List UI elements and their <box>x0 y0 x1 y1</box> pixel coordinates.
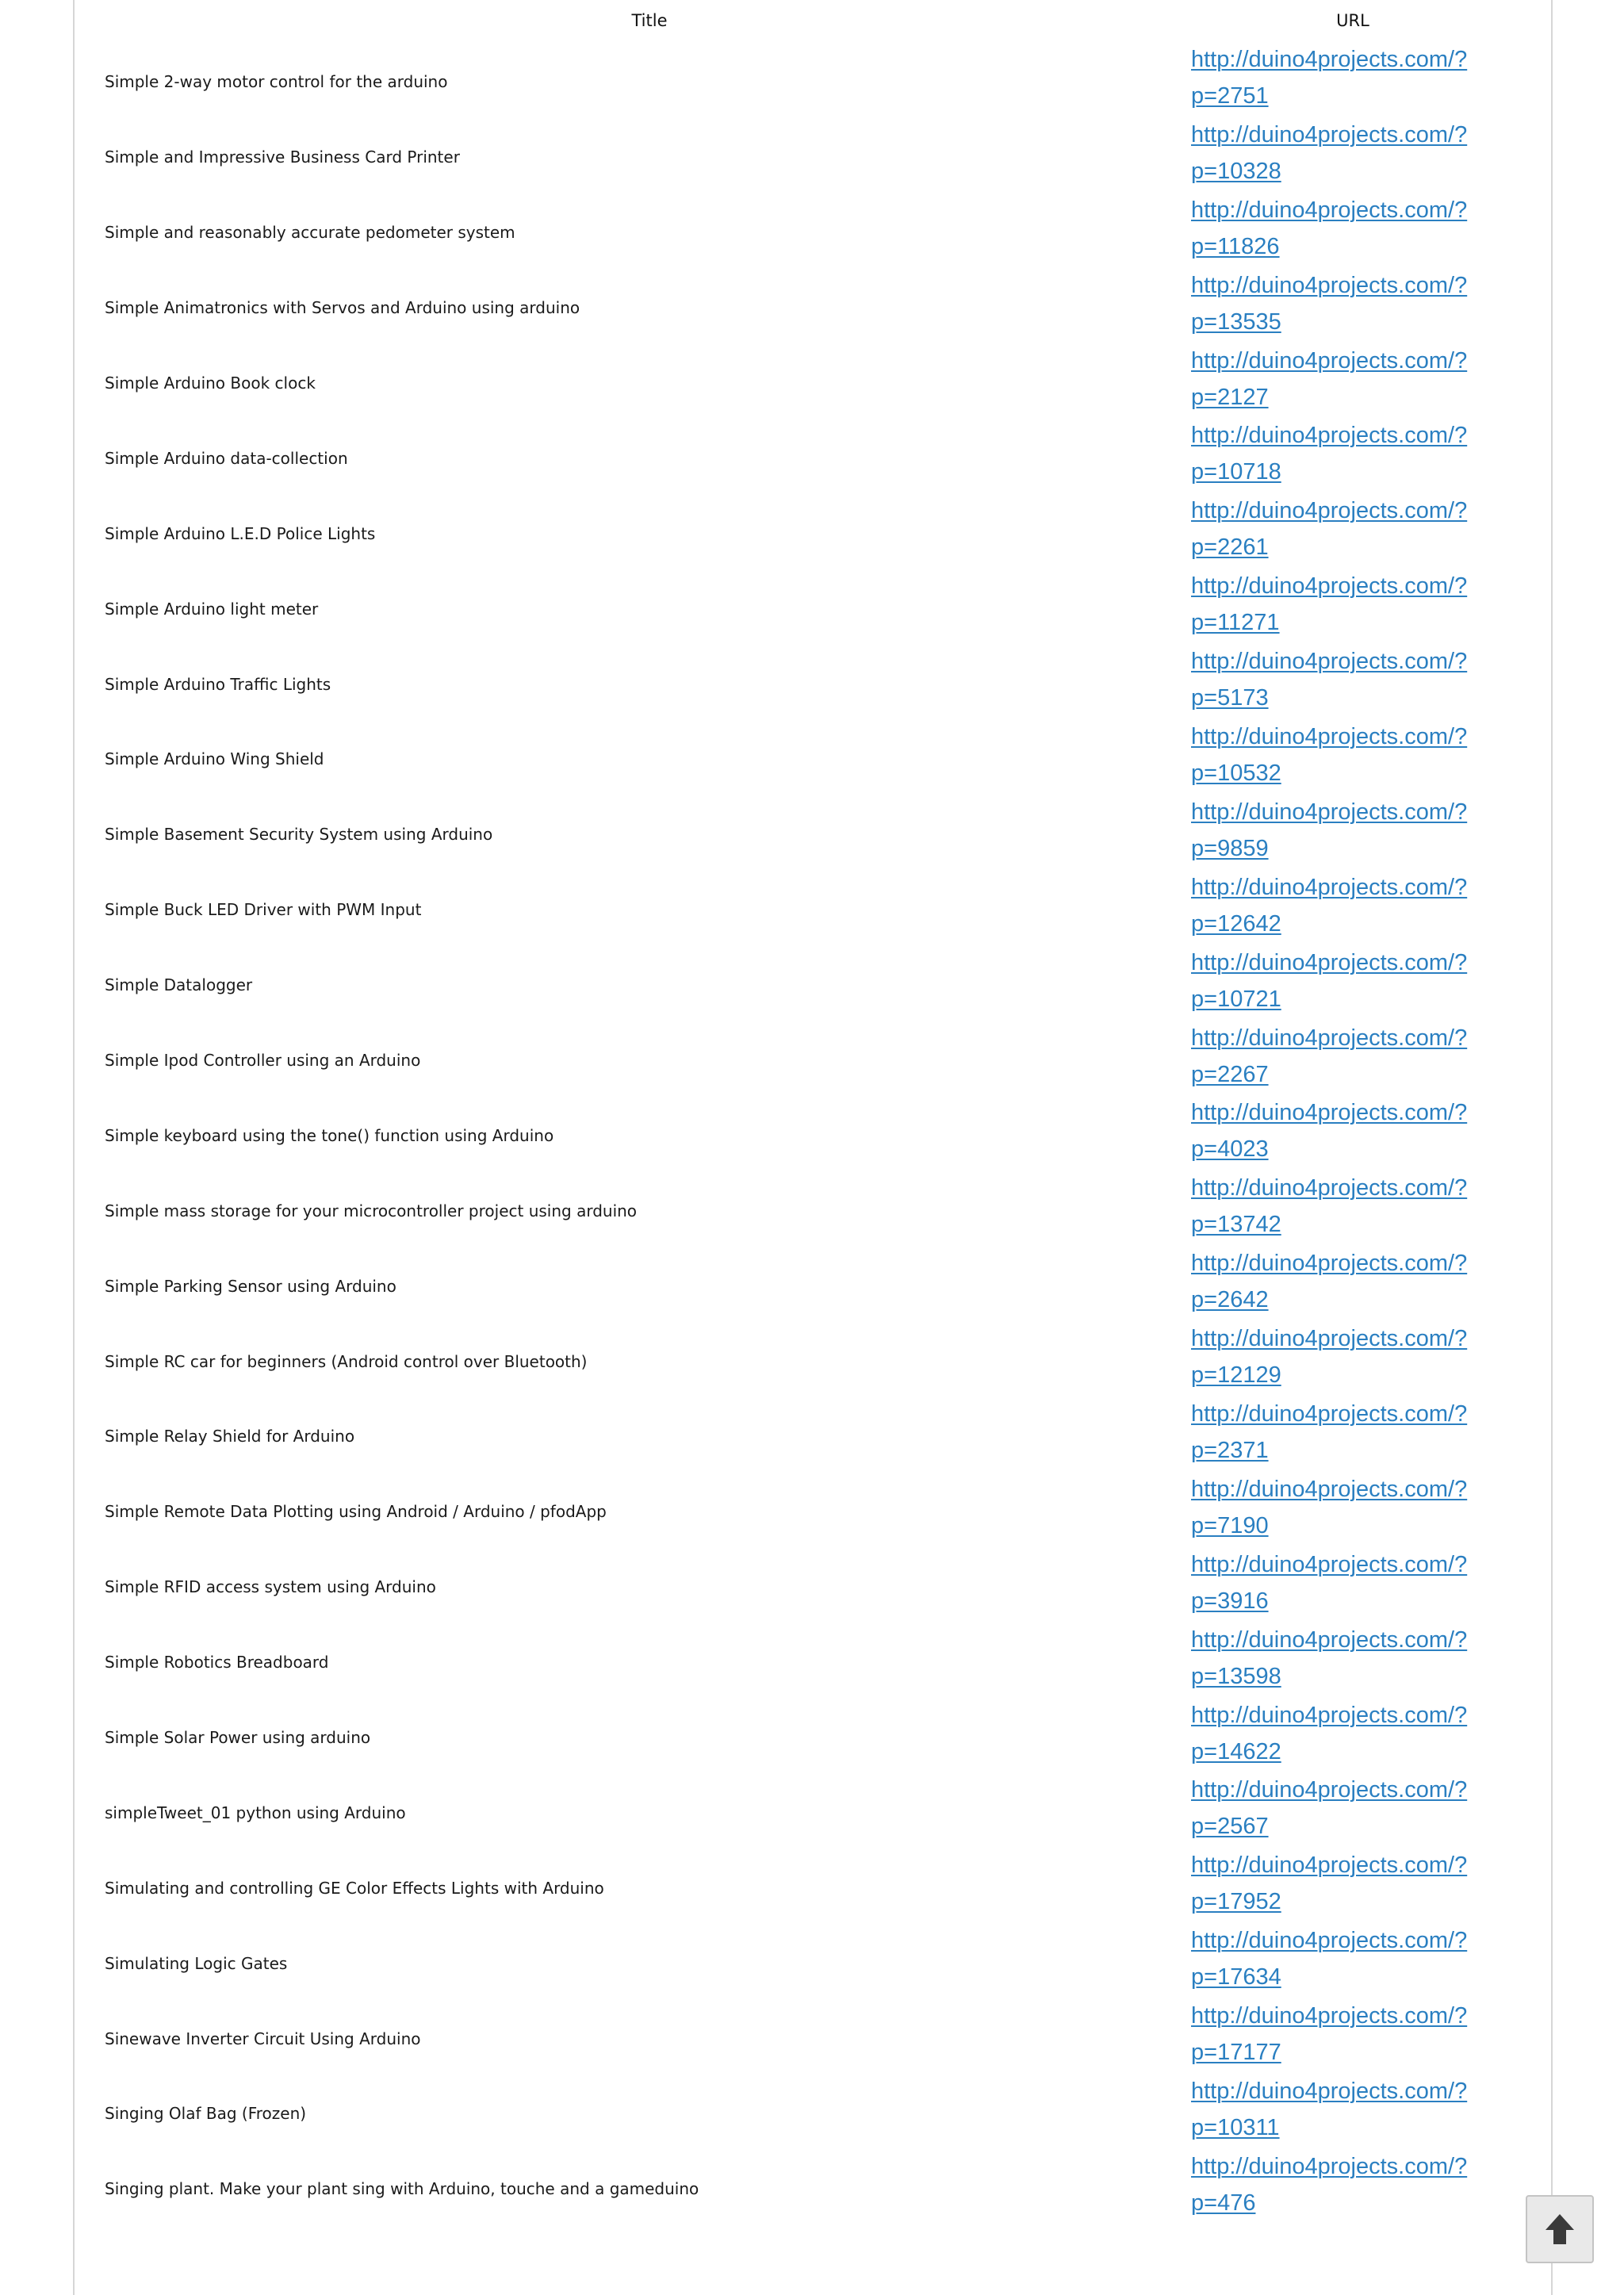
project-url-link[interactable] <box>1191 2073 1540 2146</box>
url-line: http://duino4projects.com/? <box>1191 1251 1468 1277</box>
project-url-link[interactable] <box>1191 1320 1540 1393</box>
project-title: Singing plant. Make your plant sing with Arduino, touche and a gameduino <box>105 2179 699 2199</box>
url-line: p=13535 <box>1191 308 1281 335</box>
arrow-up-icon <box>1544 2213 1576 2246</box>
project-title: Simple Basement Security System using Arduino <box>105 825 493 845</box>
url-line: p=10328 <box>1191 158 1281 184</box>
project-url-link[interactable] <box>1191 2148 1540 2221</box>
table-row <box>75 1700 1551 1776</box>
project-title: Simple Datalogger <box>105 975 253 995</box>
project-title: Simple and reasonably accurate pedometer system <box>105 223 515 243</box>
project-url-link[interactable] <box>1191 117 1540 190</box>
table-row <box>75 195 1551 270</box>
url-line: p=5173 <box>1191 685 1269 711</box>
url-line: http://duino4projects.com/? <box>1191 1702 1468 1728</box>
project-url-link[interactable] <box>1191 1697 1540 1770</box>
table-row <box>75 948 1551 1023</box>
url-line: p=3916 <box>1191 1588 1269 1614</box>
project-url-link[interactable] <box>1191 1772 1540 1845</box>
project-url-link[interactable] <box>1191 718 1540 791</box>
url-line: http://duino4projects.com/? <box>1191 1100 1468 1126</box>
url-line: p=2371 <box>1191 1438 1269 1464</box>
table-row <box>75 346 1551 421</box>
project-url-link[interactable] <box>1191 1847 1540 1920</box>
project-url-link[interactable] <box>1191 1998 1540 2071</box>
table-row <box>75 722 1551 797</box>
table-row <box>75 1850 1551 1925</box>
table-row <box>75 646 1551 722</box>
url-line: p=11826 <box>1191 233 1280 259</box>
table-row <box>75 1173 1551 1248</box>
url-line: http://duino4projects.com/? <box>1191 272 1468 298</box>
url-line: p=2642 <box>1191 1287 1269 1313</box>
project-title: Simple mass storage for your microcontroller project using arduino <box>105 1201 638 1220</box>
project-title: Simple Arduino Book clock <box>105 374 316 393</box>
url-line: p=2567 <box>1191 1814 1269 1840</box>
project-title: Sinewave Inverter Circuit Using Arduino <box>105 2029 421 2048</box>
url-line: http://duino4projects.com/? <box>1191 1626 1468 1653</box>
url-line: p=10721 <box>1191 986 1281 1012</box>
table-row <box>75 797 1551 872</box>
url-line: http://duino4projects.com/? <box>1191 1551 1468 1577</box>
url-line: p=2127 <box>1191 384 1269 410</box>
project-title: Simple Buck LED Driver with PWM Input <box>105 900 422 920</box>
url-line: p=14622 <box>1191 1738 1281 1764</box>
url-line: p=13742 <box>1191 1212 1281 1238</box>
url-line: p=9859 <box>1191 835 1269 861</box>
table-row <box>75 496 1551 571</box>
project-url-link[interactable] <box>1191 1396 1540 1469</box>
table-row <box>75 2151 1551 2227</box>
project-url-link[interactable] <box>1191 1094 1540 1167</box>
url-line: http://duino4projects.com/? <box>1191 1476 1468 1502</box>
table-row <box>75 1098 1551 1173</box>
url-line: http://duino4projects.com/? <box>1191 197 1468 223</box>
project-title: Simulating and controlling GE Color Effects Lights with Arduino <box>105 1878 604 1898</box>
table-row <box>75 1324 1551 1399</box>
url-line: http://duino4projects.com/? <box>1191 1326 1468 1352</box>
url-line: http://duino4projects.com/? <box>1191 874 1468 900</box>
url-line: http://duino4projects.com/? <box>1191 649 1468 675</box>
url-line: http://duino4projects.com/? <box>1191 573 1468 600</box>
project-url-link[interactable] <box>1191 417 1540 490</box>
url-line: p=17634 <box>1191 1964 1281 1990</box>
project-url-link[interactable] <box>1191 492 1540 565</box>
url-line: p=2751 <box>1191 83 1269 109</box>
table-row <box>75 44 1551 120</box>
url-line: p=12129 <box>1191 1362 1281 1389</box>
url-line: http://duino4projects.com/? <box>1191 1175 1468 1201</box>
project-title: Simple Parking Sensor using Arduino <box>105 1276 396 1296</box>
url-line: http://duino4projects.com/? <box>1191 2003 1468 2029</box>
table-row <box>75 270 1551 346</box>
back-to-top-button[interactable] <box>1526 2195 1594 2263</box>
project-url-link[interactable] <box>1191 41 1540 114</box>
project-title: Simple 2-way motor control for the arduino <box>105 72 448 92</box>
table-row <box>75 872 1551 948</box>
url-line: http://duino4projects.com/? <box>1191 498 1468 524</box>
project-url-link[interactable] <box>1191 794 1540 867</box>
project-url-link[interactable] <box>1191 192 1540 265</box>
column-header-url: URL <box>1336 11 1369 30</box>
project-title: Simple Ipod Controller using an Arduino <box>105 1051 421 1071</box>
table-row <box>75 1550 1551 1625</box>
url-line: p=476 <box>1191 2190 1256 2216</box>
url-line: http://duino4projects.com/? <box>1191 423 1468 449</box>
page-frame <box>73 0 1553 2295</box>
url-line: p=2261 <box>1191 534 1269 561</box>
project-url-link[interactable] <box>1191 1020 1540 1093</box>
table-row <box>75 1023 1551 1098</box>
url-line: http://duino4projects.com/? <box>1191 347 1468 374</box>
project-title: Simple Arduino Traffic Lights <box>105 674 331 694</box>
projects-table <box>75 0 1551 2227</box>
table-row <box>75 2001 1551 2076</box>
project-url-link[interactable] <box>1191 1622 1540 1695</box>
url-line: p=2267 <box>1191 1061 1269 1087</box>
url-line: http://duino4projects.com/? <box>1191 47 1468 72</box>
project-url-link[interactable] <box>1191 944 1540 1017</box>
project-title: Simple RC car for beginners (Android control over Bluetooth) <box>105 1351 588 1371</box>
project-title: Simple Relay Shield for Arduino <box>105 1427 355 1446</box>
table-row <box>75 2076 1551 2151</box>
project-url-link[interactable] <box>1191 568 1540 641</box>
project-title: simpleTweet_01 python using Arduino <box>105 1803 406 1822</box>
project-url-link[interactable] <box>1191 343 1540 416</box>
url-line: p=10311 <box>1191 2115 1280 2141</box>
table-row <box>75 1474 1551 1550</box>
table-header <box>75 0 1551 44</box>
url-line: http://duino4projects.com/? <box>1191 1928 1468 1954</box>
project-title: Simple Arduino Wing Shield <box>105 749 324 769</box>
url-line: p=12642 <box>1191 910 1281 937</box>
url-line: p=10532 <box>1191 761 1281 787</box>
url-line: http://duino4projects.com/? <box>1191 949 1468 975</box>
table-row <box>75 1625 1551 1700</box>
url-line: http://duino4projects.com/? <box>1191 799 1468 825</box>
project-url-link[interactable] <box>1191 869 1540 942</box>
project-title: Simple Remote Data Plotting using Android / Arduino / pfodApp <box>105 1502 607 1522</box>
table-row <box>75 1248 1551 1324</box>
url-line: p=13598 <box>1191 1663 1281 1689</box>
table-row <box>75 571 1551 646</box>
project-title: Simple Arduino L.E.D Police Lights <box>105 523 376 543</box>
column-header-title: Title <box>631 11 668 30</box>
url-line: http://duino4projects.com/? <box>1191 2153 1468 2179</box>
project-title: Simple and Impressive Business Card Printer <box>105 148 460 167</box>
project-title: Singing Olaf Bag (Frozen) <box>105 2104 307 2124</box>
url-line: p=7190 <box>1191 1512 1269 1538</box>
url-line: http://duino4projects.com/? <box>1191 1852 1468 1879</box>
url-line: http://duino4projects.com/? <box>1191 121 1468 148</box>
url-line: http://duino4projects.com/? <box>1191 1777 1468 1803</box>
table-body <box>75 44 1551 2227</box>
project-title: Simple Arduino data-collection <box>105 448 348 468</box>
project-url-link[interactable] <box>1191 267 1540 340</box>
url-line: p=17177 <box>1191 2040 1281 2066</box>
table-row <box>75 1775 1551 1850</box>
url-line: p=10718 <box>1191 459 1281 485</box>
url-line: p=11271 <box>1191 610 1280 636</box>
url-line: p=4023 <box>1191 1136 1269 1163</box>
project-title: Simple Arduino light meter <box>105 599 319 619</box>
project-url-link[interactable] <box>1191 1922 1540 1995</box>
project-url-link[interactable] <box>1191 1170 1540 1243</box>
project-title: Simple keyboard using the tone() function using Arduino <box>105 1125 554 1145</box>
project-title: Simple Animatronics with Servos and Arduino using arduino <box>105 298 580 318</box>
project-title: Simple Robotics Breadboard <box>105 1653 329 1672</box>
table-row <box>75 120 1551 195</box>
url-line: p=17952 <box>1191 1889 1281 1915</box>
project-url-link[interactable] <box>1191 1245 1540 1318</box>
table-row <box>75 420 1551 496</box>
project-url-link[interactable] <box>1191 1471 1540 1544</box>
url-line: http://duino4projects.com/? <box>1191 724 1468 750</box>
url-line: http://duino4projects.com/? <box>1191 2079 1468 2105</box>
table-row <box>75 1925 1551 2001</box>
project-url-link[interactable] <box>1191 643 1540 716</box>
table-row <box>75 1399 1551 1474</box>
url-line: http://duino4projects.com/? <box>1191 1401 1468 1427</box>
project-url-link[interactable] <box>1191 1546 1540 1619</box>
project-title: Simple Solar Power using arduino <box>105 1728 371 1748</box>
project-title: Simple RFID access system using Arduino <box>105 1577 436 1597</box>
project-title: Simulating Logic Gates <box>105 1953 288 1973</box>
url-line: http://duino4projects.com/? <box>1191 1025 1468 1051</box>
